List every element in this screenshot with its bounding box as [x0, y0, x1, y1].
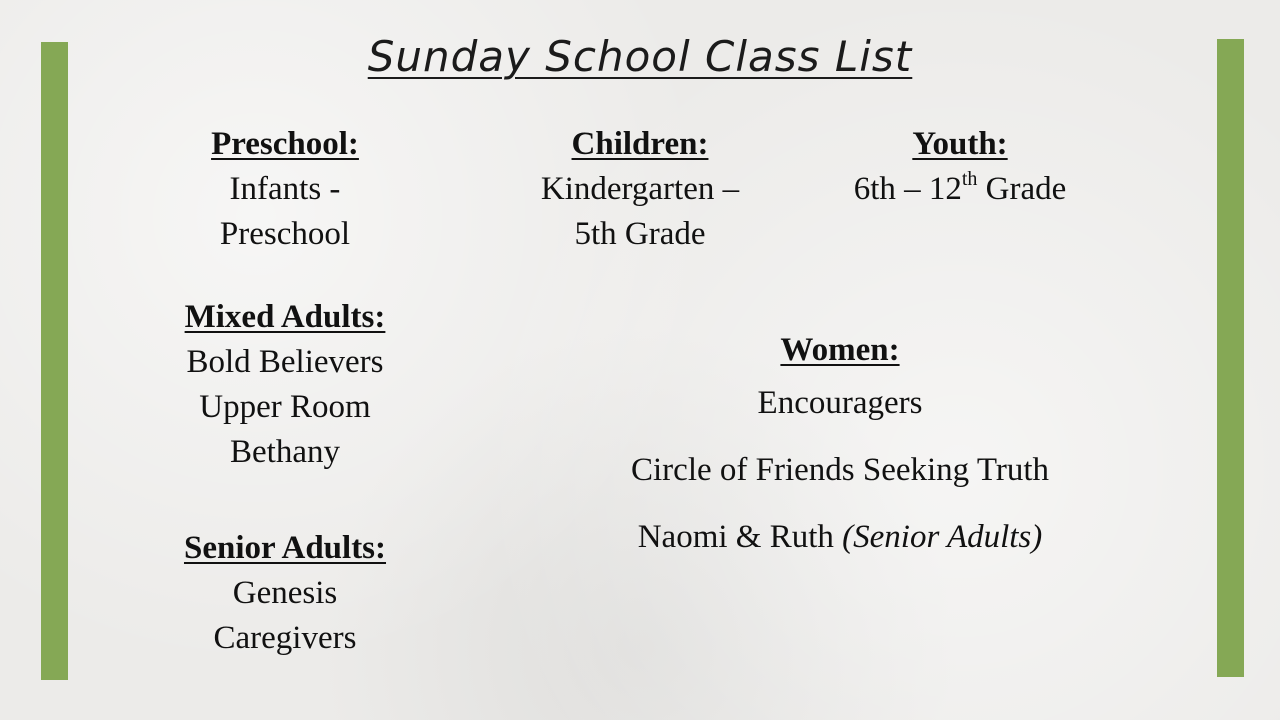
preschool-heading: Preschool: — [211, 126, 359, 162]
youth-line-prefix: 6th – 12 — [853, 171, 962, 207]
right-accent-bar — [1217, 39, 1244, 677]
preschool-line: Preschool — [219, 216, 351, 252]
youth-section — [800, 122, 1120, 212]
women-line: Circle of Friends Seeking Truth — [631, 452, 1049, 488]
youth-heading: Youth: — [912, 126, 1008, 162]
children-heading: Children: — [571, 126, 709, 162]
women-line-text: Naomi & Ruth — [637, 519, 834, 555]
children-section — [480, 122, 800, 257]
women-line: Encouragers — [757, 385, 923, 421]
women-heading: Women: — [780, 332, 900, 368]
senior-adults-section — [130, 526, 440, 661]
children-line: 5th Grade — [574, 216, 706, 252]
women-section — [560, 328, 1120, 587]
women-line — [560, 520, 1120, 554]
youth-line — [800, 167, 1120, 212]
women-line-note: (Senior Adults) — [842, 519, 1043, 555]
mixed-adults-line: Bethany — [230, 434, 340, 470]
mixed-adults-heading: Mixed Adults: — [184, 299, 386, 335]
children-line: Kindergarten – — [540, 171, 740, 207]
youth-line-superscript: th — [961, 168, 978, 190]
mixed-adults-line: Bold Believers — [186, 344, 384, 380]
preschool-section — [130, 122, 440, 257]
senior-adults-line: Caregivers — [213, 620, 357, 656]
mixed-adults-section — [130, 295, 440, 475]
youth-line-suffix: Grade — [977, 171, 1067, 207]
senior-adults-line: Genesis — [232, 575, 338, 611]
left-accent-bar — [41, 42, 68, 680]
preschool-line: Infants - — [229, 171, 341, 207]
mixed-adults-line: Upper Room — [199, 389, 371, 425]
senior-adults-heading: Senior Adults: — [183, 530, 387, 566]
page-title: Sunday School Class List — [367, 32, 913, 81]
